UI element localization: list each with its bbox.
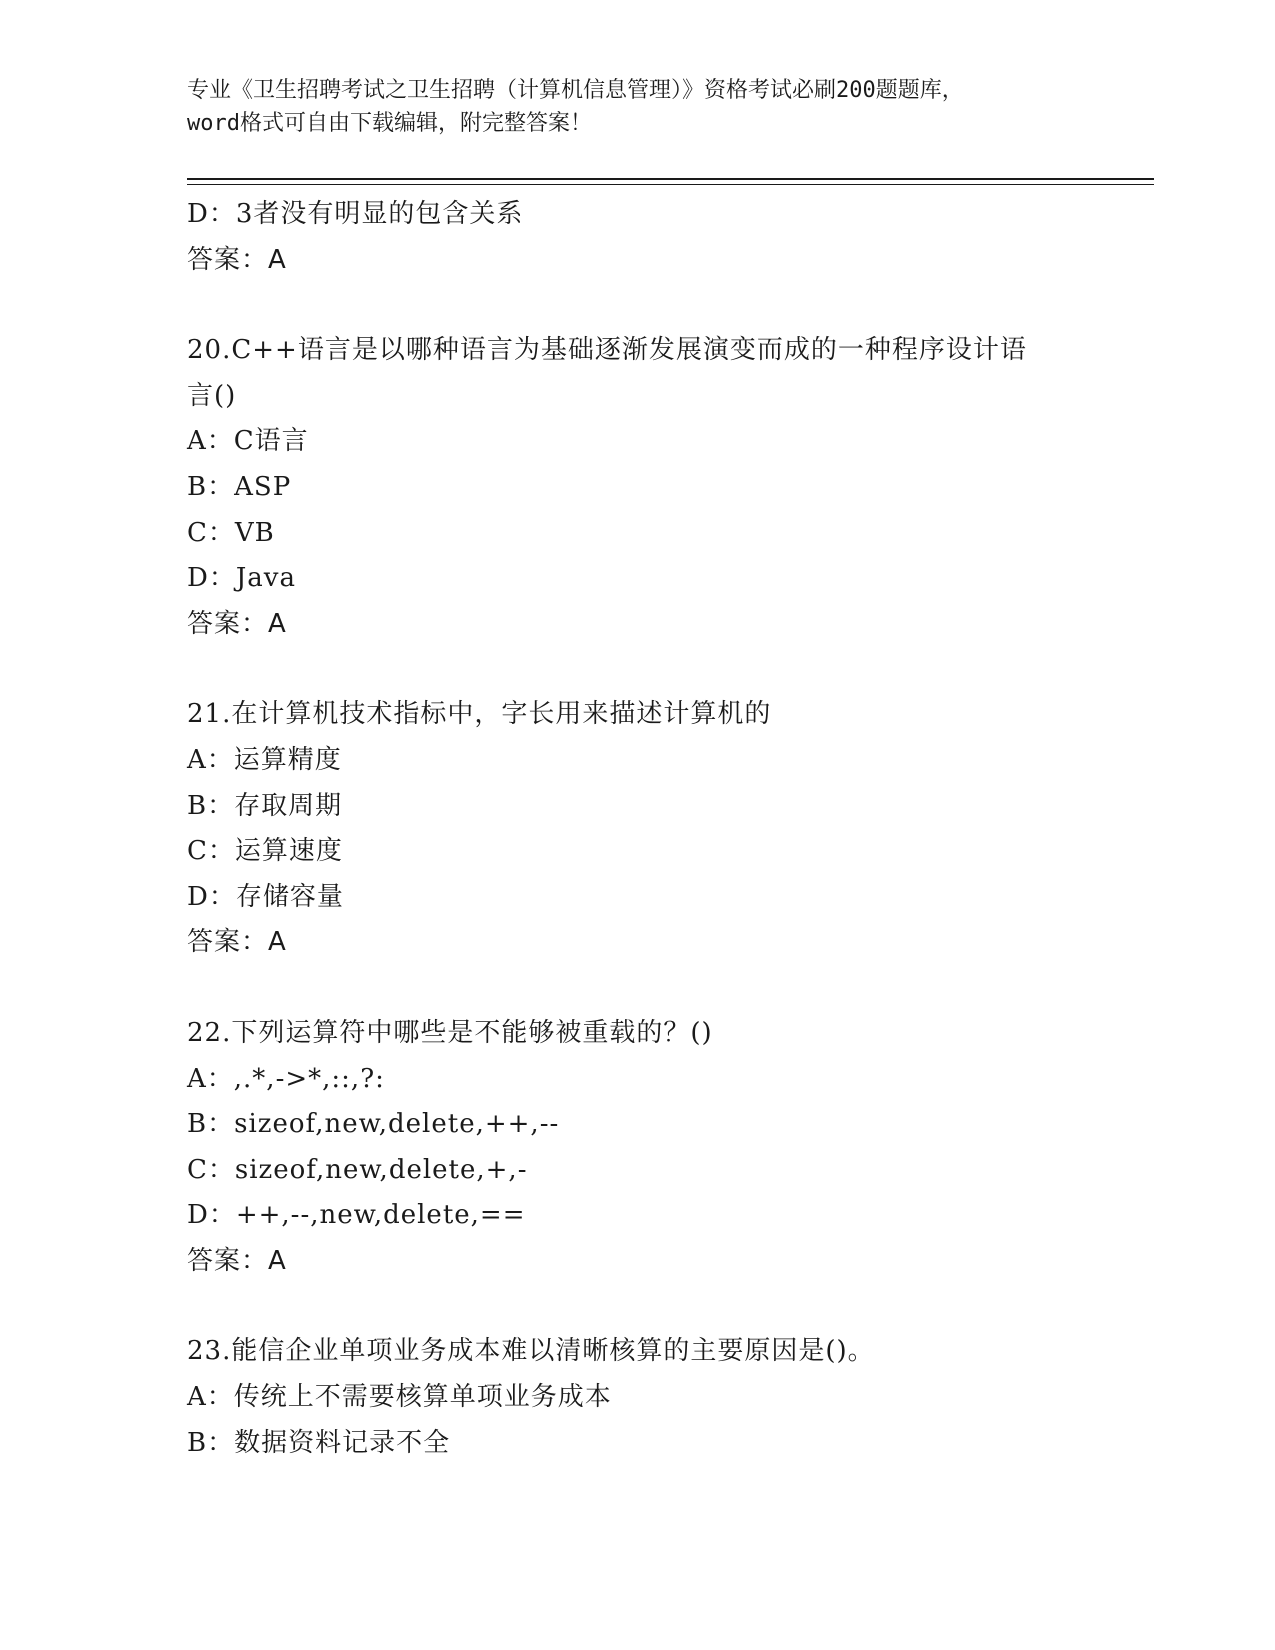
answer-text: 答案：A bbox=[187, 1245, 287, 1276]
option-d: D：Java bbox=[187, 563, 296, 594]
option-a: A：,.*,->*,::,?: bbox=[187, 1063, 385, 1094]
option-c: C：VB bbox=[187, 517, 275, 548]
block-spacer bbox=[187, 647, 1087, 692]
header-line-2: word格式可自由下载编辑，附完整答案！ bbox=[187, 111, 592, 136]
question-list bbox=[187, 192, 1087, 1466]
block-spacer bbox=[187, 966, 1087, 1011]
option-d: D：++,--,new,delete,== bbox=[187, 1200, 526, 1231]
header-divider-thick bbox=[187, 178, 1154, 180]
document-header bbox=[187, 74, 1087, 140]
option-c: C：sizeof,new,delete,+,- bbox=[187, 1154, 528, 1185]
question-block bbox=[187, 692, 1087, 966]
option-b: B：sizeof,new,delete,++,-- bbox=[187, 1109, 560, 1140]
option-b: B：存取周期 bbox=[187, 790, 343, 821]
question-block bbox=[187, 1329, 1087, 1466]
option-d: D：存储容量 bbox=[187, 881, 344, 912]
answer-text: 答案：A bbox=[187, 927, 287, 958]
question-text-continued: 言() bbox=[187, 380, 237, 411]
header-line-1: 专业《卫生招聘考试之卫生招聘（计算机信息管理）》资格考试必刷200题题库， bbox=[187, 78, 964, 103]
option-a: A：运算精度 bbox=[187, 744, 342, 775]
answer-text: 答案：A bbox=[187, 244, 287, 275]
option-a: A：C语言 bbox=[187, 426, 309, 457]
option-text: D：3者没有明显的包含关系 bbox=[187, 199, 524, 229]
option-b: B：数据资料记录不全 bbox=[187, 1427, 451, 1458]
answer-text: 答案：A bbox=[187, 608, 287, 639]
header-divider-thin bbox=[187, 184, 1154, 185]
block-spacer bbox=[187, 1284, 1087, 1329]
question-block bbox=[187, 328, 1087, 647]
question-text: 21.在计算机技术指标中，字长用来描述计算机的 bbox=[187, 699, 772, 730]
question-text: 20.C++语言是以哪种语言为基础逐渐发展演变而成的一种程序设计语 bbox=[187, 335, 1027, 366]
option-c: C：运算速度 bbox=[187, 836, 343, 867]
option-a: A：传统上不需要核算单项业务成本 bbox=[187, 1382, 612, 1413]
question-block bbox=[187, 1011, 1087, 1285]
question-text: 22.下列运算符中哪些是不能够被重载的？() bbox=[187, 1017, 713, 1048]
question-text: 23.能信企业单项业务成本难以清晰核算的主要原因是()。 bbox=[187, 1336, 875, 1367]
block-spacer bbox=[187, 283, 1087, 328]
option-b: B：ASP bbox=[187, 471, 292, 502]
question-block bbox=[187, 192, 1087, 283]
